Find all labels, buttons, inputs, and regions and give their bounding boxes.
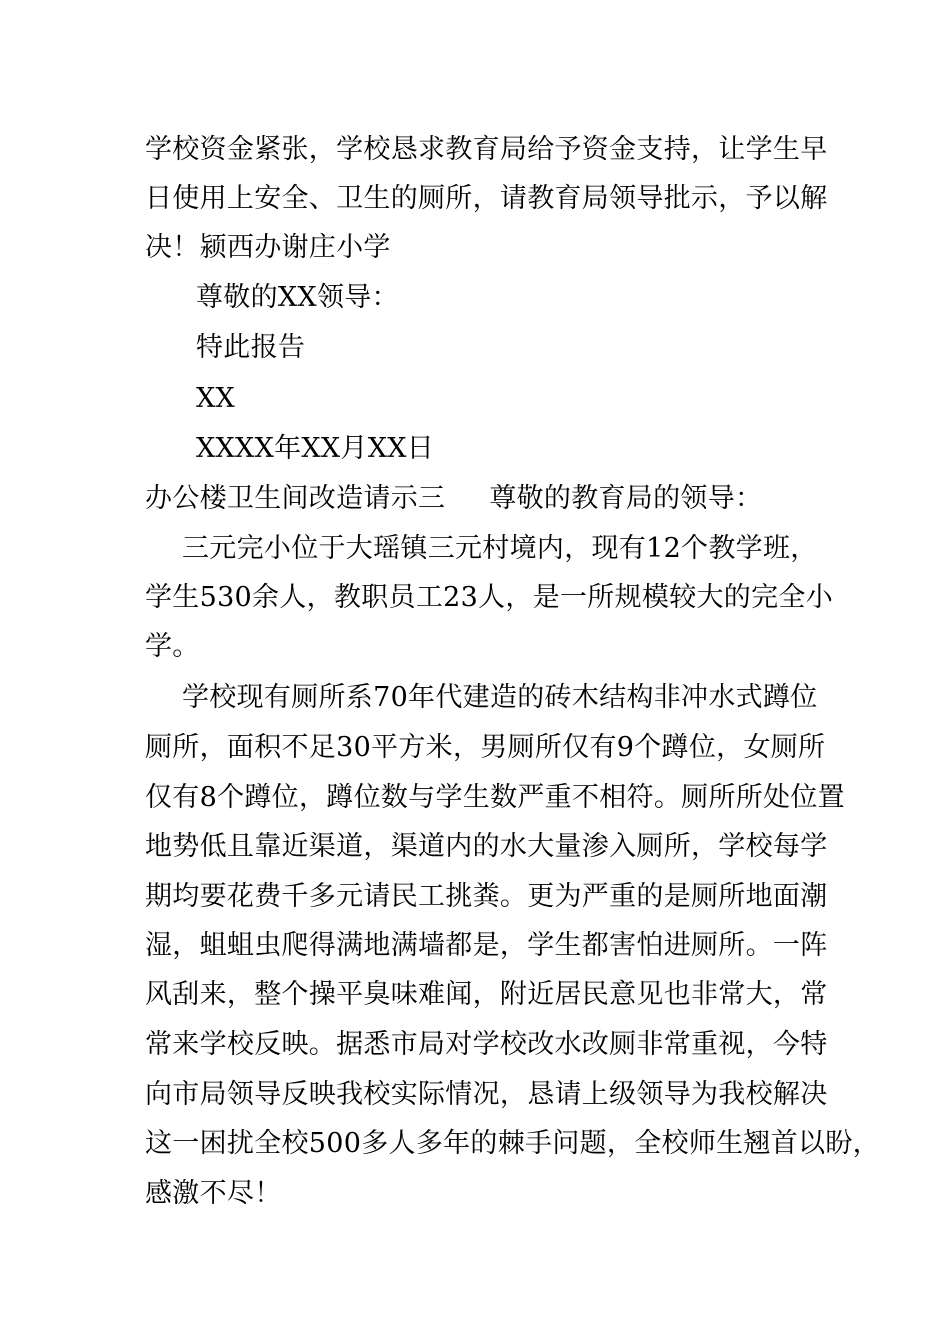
- paragraph-line: 向市局领导反映我校实际情况，恳请上级领导为我校解决: [145, 1079, 828, 1110]
- signature-line: XX: [196, 383, 236, 414]
- paragraph-line: 这一困扰全校500多人多年的棘手问题，全校师生翘首以盼，: [145, 1128, 880, 1159]
- paragraph-line: 学校资金紧张，学校恳求教育局给予资金支持，让学生早: [145, 134, 828, 165]
- paragraph-line: 日使用上安全、卫生的厕所，请教育局领导批示，予以解: [145, 183, 828, 214]
- paragraph-line: 仅有8个蹲位，蹲位数与学生数严重不相符。厕所所处位置: [145, 782, 845, 813]
- closing-line: 特此报告: [196, 332, 306, 363]
- paragraph-line: 风刮来，整个操平臭味难闻，附近居民意见也非常大，常: [145, 979, 828, 1010]
- paragraph-line: 常来学校反映。据悉市局对学校改水改厕非常重视，今特: [145, 1029, 828, 1060]
- salutation-line: 尊敬的XX领导：: [196, 282, 399, 313]
- section-title: 办公楼卫生间改造请示三: [145, 483, 446, 514]
- paragraph-line: 期均要花费千多元请民工挑粪。更为严重的是厕所地面潮: [145, 881, 828, 912]
- heading-line: [145, 481, 825, 517]
- paragraph-line: 学校现有厕所系70年代建造的砖木结构非冲水式蹲位: [182, 682, 818, 713]
- paragraph-line: 地势低且靠近渠道，渠道内的水大量渗入厕所，学校每学: [145, 831, 828, 862]
- salutation-line: 尊敬的教育局的领导：: [489, 483, 763, 514]
- paragraph-line: 感激不尽！: [145, 1178, 282, 1209]
- paragraph-line: 学。: [145, 631, 200, 662]
- paragraph-line: 厕所，面积不足30平方米，男厕所仅有9个蹲位，女厕所: [145, 732, 826, 763]
- date-line: XXXX年XX月XX日: [196, 433, 435, 464]
- paragraph-line: 决！颍西办谢庄小学: [145, 232, 391, 263]
- paragraph-line: 三元完小位于大瑶镇三元村境内，现有12个教学班，: [182, 533, 818, 564]
- paragraph-line: 湿，蛆蛆虫爬得满地满墙都是，学生都害怕进厕所。一阵: [145, 930, 828, 961]
- paragraph-line: 学生530余人，教职员工23人，是一所规模较大的完全小: [145, 582, 833, 613]
